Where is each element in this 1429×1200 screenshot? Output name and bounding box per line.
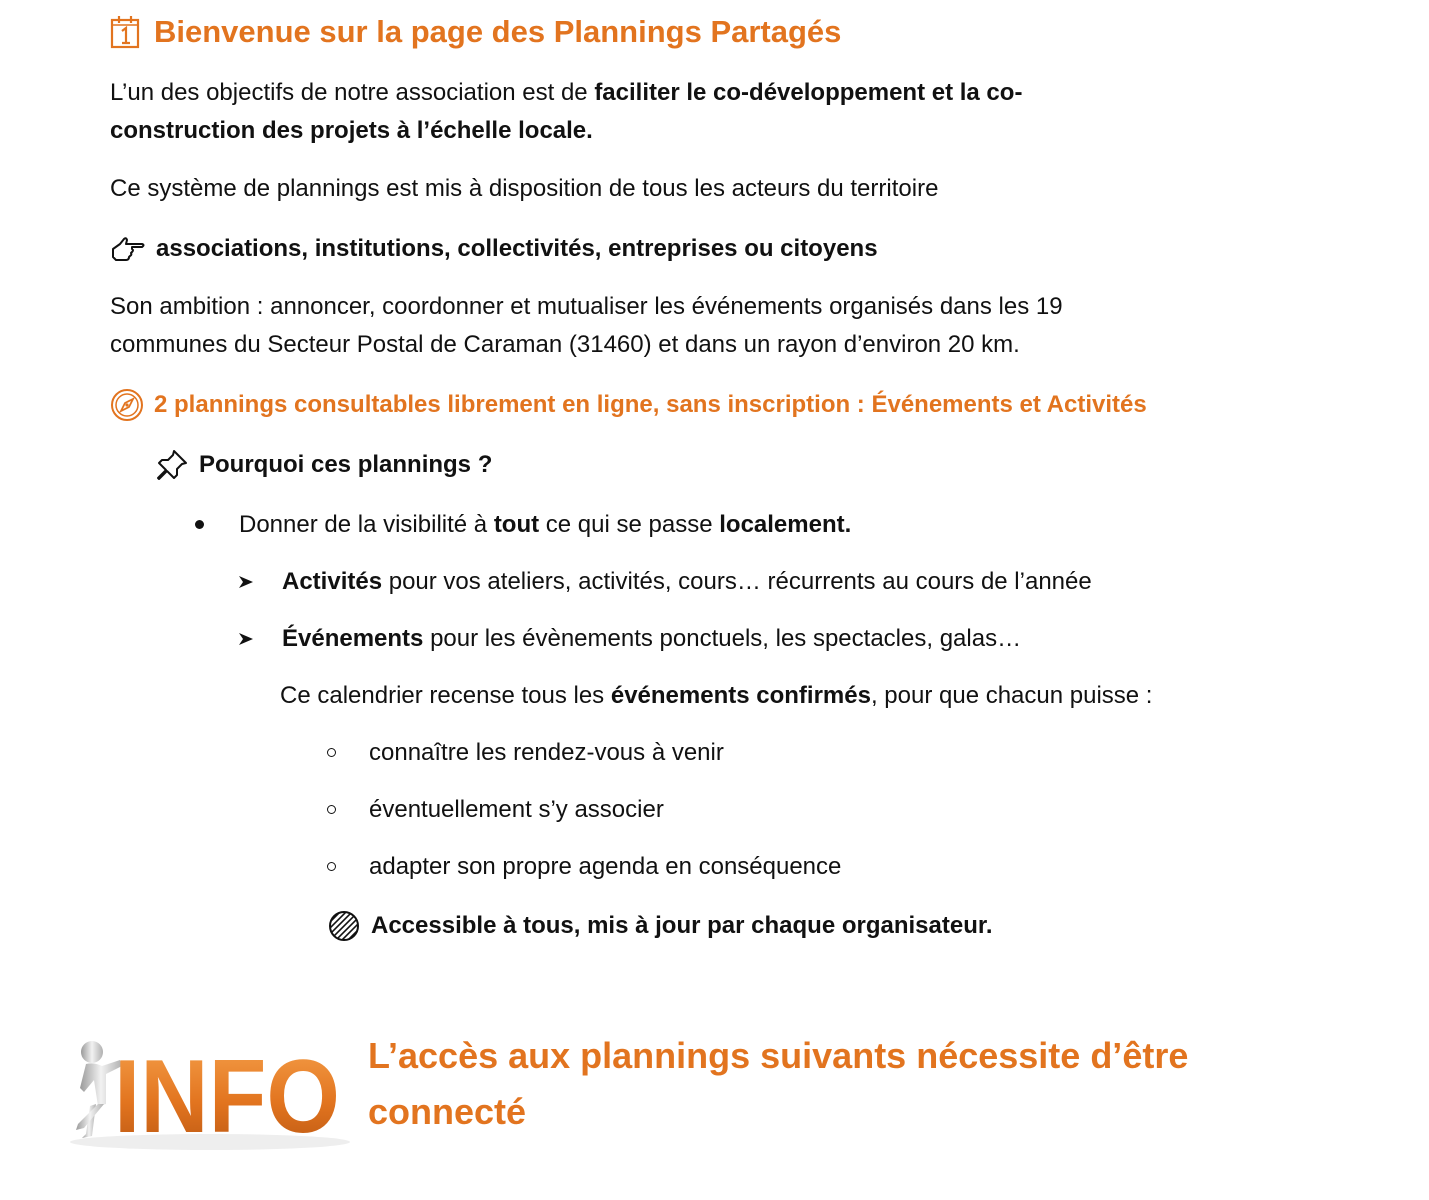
pointing-hand-icon <box>110 235 146 263</box>
intro-bold-1: faciliter le co-développement et la co- <box>594 79 1023 106</box>
plannings-heading <box>110 388 1147 422</box>
calendar-one-icon <box>110 15 140 49</box>
visibility-a: Donner de la visibilité à <box>239 511 494 538</box>
events-rest: pour les évènements ponctuels, les spectacles, galas… <box>423 625 1022 652</box>
sub-item-text: adapter son propre agenda en conséquence <box>369 853 842 880</box>
info-logo-text: INFO <box>114 1039 340 1155</box>
intro-paragraph <box>110 74 1022 150</box>
calendar-paragraph <box>280 677 1152 715</box>
ambition-line-1: Son ambition : annoncer, coordonner et mutualiser les événements organisés dans les 19 <box>110 293 1063 320</box>
info-line-2: connecté <box>368 1091 527 1132</box>
why-heading <box>155 448 492 482</box>
intro-plain: L’un des objectifs de notre association est de <box>110 79 595 106</box>
pushpin-icon <box>155 448 189 482</box>
events-bold: Événements <box>282 625 424 652</box>
access-line <box>327 909 993 943</box>
system-paragraph: Ce système de plannings est mis à disposition de tous les acteurs du territoire <box>110 175 939 202</box>
actors-line <box>110 230 878 268</box>
bullet-dot <box>195 520 204 529</box>
ambition-line-2: communes du Secteur Postal de Caraman (31460) et dans un rayon d’environ 20 km. <box>110 331 1020 358</box>
info-notice <box>368 1028 1268 1140</box>
calendar-c: , pour que chacun puisse : <box>870 682 1153 709</box>
plannings-heading-text: 2 plannings consultables librement en ligne, sans inscription : Événements et Activités <box>154 391 1147 418</box>
events-text <box>282 620 1021 658</box>
compass-icon <box>110 388 144 422</box>
page-title <box>110 10 841 54</box>
info-line-1: L’accès aux plannings suivants nécessite d’être <box>368 1035 1189 1076</box>
arrow-bullet-icon <box>238 574 254 590</box>
sub-item-text: éventuellement s’y associer <box>369 796 664 823</box>
access-text: Accessible à tous, mis à jour par chaque organisateur. <box>371 912 993 939</box>
calendar-b: événements confirmés <box>610 682 871 709</box>
intro-bold-2: construction des projets à l’échelle locale. <box>110 117 593 144</box>
visibility-c: ce qui se passe <box>539 511 720 538</box>
visibility-d: localement. <box>719 511 852 538</box>
title-text: Bienvenue sur la page des Plannings Partagés <box>154 14 842 49</box>
activities-bold: Activités <box>282 568 383 595</box>
arrow-bullet-icon <box>238 631 254 647</box>
visibility-text <box>239 506 851 544</box>
visibility-b: tout <box>493 511 540 538</box>
activities-rest: pour vos ateliers, activités, cours… récurrents au cours de l’année <box>382 568 1092 595</box>
calendar-a: Ce calendrier recense tous les <box>280 682 611 709</box>
hatched-circle-icon <box>327 909 361 943</box>
activities-text <box>282 563 1092 601</box>
sub-item-text: connaître les rendez-vous à venir <box>369 739 724 766</box>
why-heading-text: Pourquoi ces plannings ? <box>199 451 493 478</box>
circle-bullet <box>327 748 336 757</box>
circle-bullet <box>327 862 336 871</box>
circle-bullet <box>327 805 336 814</box>
info-logo <box>50 1020 350 1160</box>
ambition-paragraph <box>110 288 1063 364</box>
actors-text: associations, institutions, collectivités, entreprises ou citoyens <box>156 235 878 262</box>
